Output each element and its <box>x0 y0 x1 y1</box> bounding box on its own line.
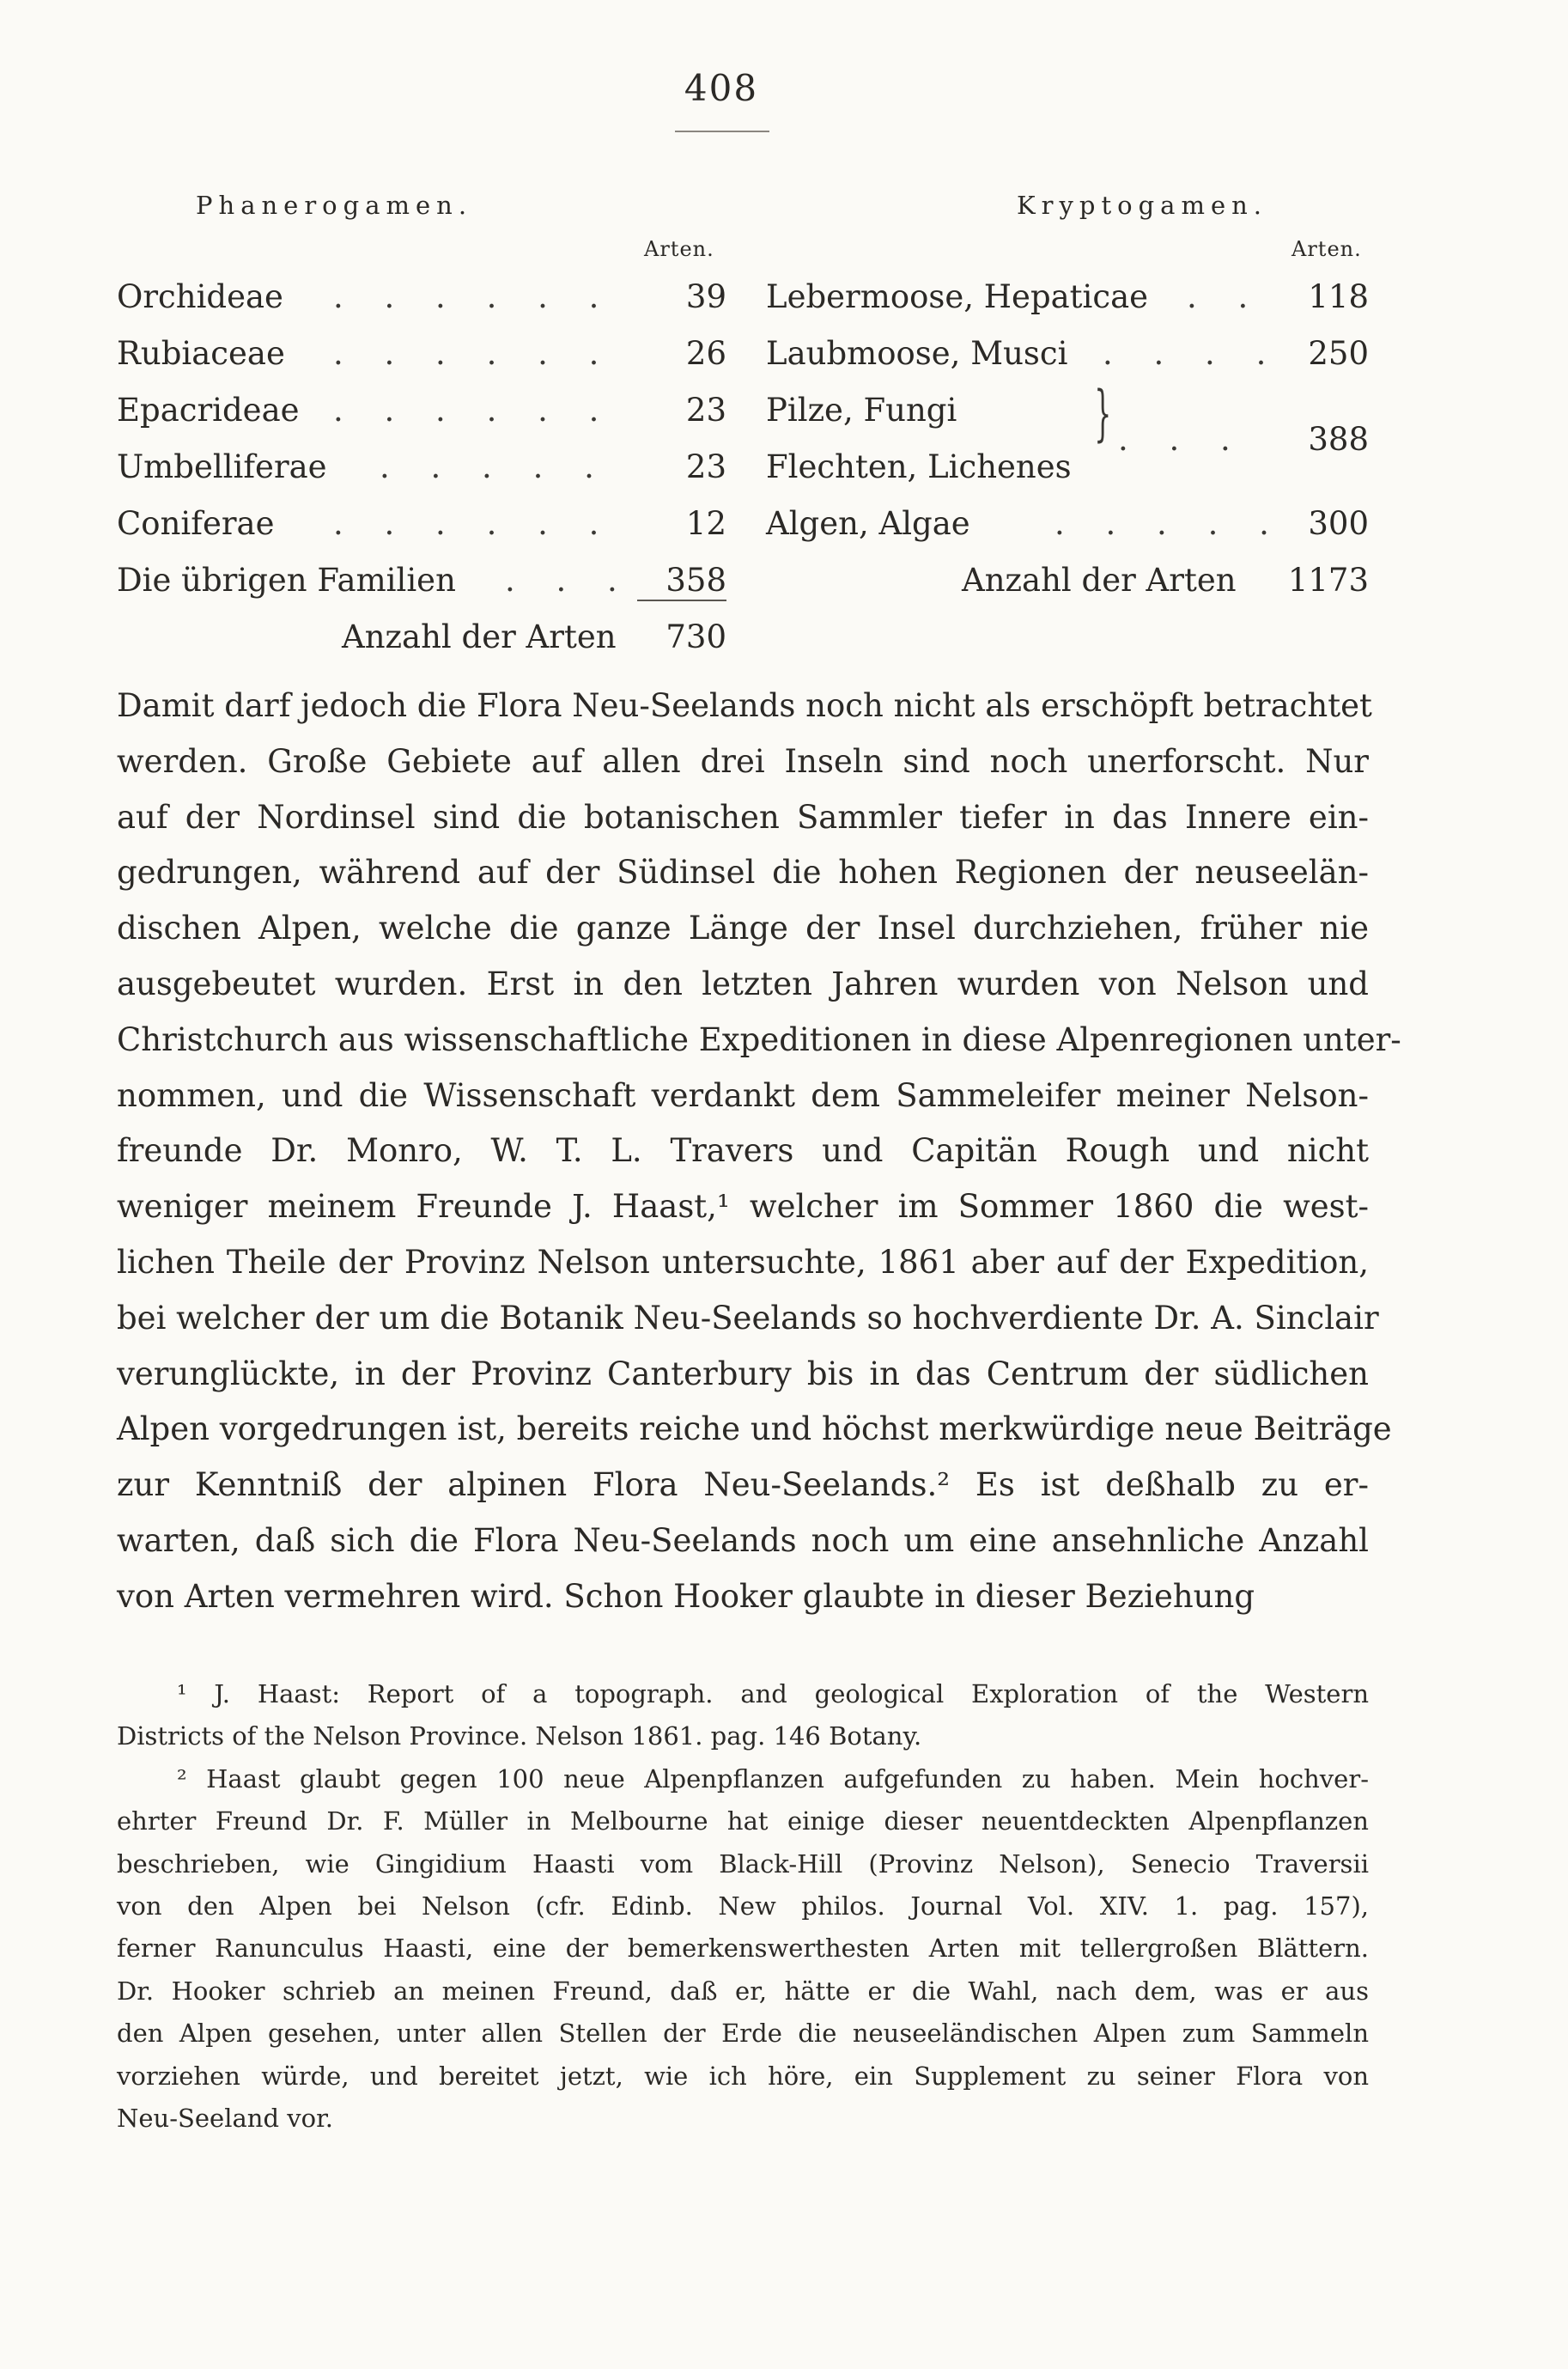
left-row <box>117 442 726 493</box>
footnote-2-line: ferner Ranunculus Haasti, eine der bemerkenswerthesten Arten mit tellergroßen Blättern. <box>117 1934 1369 1964</box>
left-row <box>117 271 726 323</box>
body-line: freunde Dr. Monro, W. T. L. Travers und Capitän Rough und nicht <box>117 1132 1369 1170</box>
right-row-name: Laubmoose, Musci <box>766 335 1068 372</box>
body-line: bei welcher der um die Botanik Neu-Seelands so hochverdiente Dr. A. Sinclair <box>117 1299 1379 1337</box>
left-arten-header: Arten. <box>644 237 714 261</box>
left-row-dots: . . . . . . <box>333 278 615 315</box>
right-row-dots: . . . . <box>1103 335 1282 372</box>
left-row-dots: . . . . . <box>380 448 610 485</box>
left-total-count: 730 <box>665 618 726 655</box>
left-total-label: Anzahl der Arten <box>342 618 617 655</box>
footnote-2-line: den Alpen gesehen, unter allen Stellen der Erde die neuseeländischen Alpen zum Sammeln <box>117 2019 1369 2049</box>
footnote-1-line: Districts of the Nelson Province. Nelson 1861. pag. 146 Botany. <box>117 1721 922 1751</box>
left-row-count: 358 <box>665 562 726 599</box>
right-row <box>766 498 1369 550</box>
right-row <box>766 328 1369 380</box>
body-line: Damit darf jedoch die Flora Neu-Seelands noch nicht als erschöpft betrachtet <box>117 687 1372 724</box>
body-line: dischen Alpen, welche die ganze Länge der Insel durchziehen, früher nie <box>117 910 1369 947</box>
kryptogamen-heading: Kryptogamen. <box>1017 191 1267 220</box>
footnote-2-line: ² Haast glaubt gegen 100 neue Alpenpflanzen aufgefunden zu haben. Mein hochver- <box>177 1763 1369 1793</box>
body-line: Alpen vorgedrungen ist, bereits reiche und höchst merkwürdige neue Beiträge <box>117 1410 1392 1448</box>
left-total-row <box>117 612 726 663</box>
right-total-row <box>766 555 1369 606</box>
right-brace-total <box>766 414 1369 466</box>
body-line: weniger meinem Freunde J. Haast,¹ welcher im Sommer 1860 die west- <box>117 1188 1369 1226</box>
body-line: nommen, und die Wissenschaft verdankt dem Sammeleifer meiner Nelson- <box>117 1076 1369 1114</box>
page-number-rule <box>675 131 769 132</box>
left-row-dots: . . . . . . <box>333 505 615 542</box>
brace-icon: } <box>1094 378 1112 448</box>
body-line: gedrungen, während auf der Südinsel die hohen Regionen der neuseelän- <box>117 854 1369 892</box>
left-row-dots: . . . <box>505 562 633 599</box>
left-sum-rule <box>637 600 726 601</box>
page-number: 408 <box>684 67 759 109</box>
footnote-2-line: von den Alpen bei Nelson (cfr. Edinb. New philos. Journal Vol. XIV. 1. pag. 157), <box>117 1891 1369 1921</box>
right-brace-count: 388 <box>1308 421 1369 458</box>
left-row-dots: . . . . . . <box>333 335 615 372</box>
footnote-2-line: Neu-Seeland vor. <box>117 2103 333 2133</box>
right-row-count: 118 <box>1308 278 1369 315</box>
body-paragraph <box>117 679 1401 1625</box>
right-total-count: 1173 <box>1287 562 1369 599</box>
body-line: werden. Große Gebiete auf allen drei Inseln sind noch unerforscht. Nur <box>117 742 1369 780</box>
footnotes <box>117 1673 1369 2140</box>
right-arten-header: Arten. <box>1291 237 1362 261</box>
left-row-dots: . . . . . . <box>333 392 615 429</box>
body-line: Christchurch aus wissenschaftliche Expeditionen in diese Alpenregionen unter- <box>117 1020 1401 1058</box>
footnote-2-line: beschrieben, wie Gingidium Haasti vom Black-Hill (Provinz Nelson), Senecio Traversii <box>117 1848 1369 1879</box>
left-row-name: Die übrigen Familien <box>117 562 456 599</box>
left-row-name: Orchideae <box>117 278 283 315</box>
phanerogamen-heading: Phanerogamen. <box>196 191 473 220</box>
body-line: lichen Theile der Provinz Nelson untersuchte, 1861 aber auf der Expedition, <box>117 1243 1369 1281</box>
left-row-name: Umbelliferae <box>117 448 327 485</box>
left-row-name: Epacrideae <box>117 392 300 429</box>
left-row <box>117 328 726 380</box>
body-line: warten, daß sich die Flora Neu-Seelands noch um eine ansehnliche Anzahl <box>117 1521 1369 1559</box>
right-row-name: Flechten, Lichenes <box>766 448 1072 485</box>
right-row-name: Lebermoose, Hepaticae <box>766 278 1149 315</box>
footnote-2-line: vorziehen würde, und bereitet jetzt, wie ich höre, ein Supplement zu seiner Flora von <box>117 2061 1369 2091</box>
left-row <box>117 498 726 550</box>
left-row-name: Coniferae <box>117 505 275 542</box>
left-row-name: Rubiaceae <box>117 335 285 372</box>
left-row <box>117 385 726 436</box>
left-row-count: 23 <box>685 448 726 485</box>
right-total-label: Anzahl der Arten <box>962 562 1237 599</box>
right-row-dots: . . <box>1187 278 1264 315</box>
left-row-count: 26 <box>685 335 726 372</box>
body-line: verunglückte, in der Provinz Canterbury bis in das Centrum der südlichen <box>117 1355 1369 1392</box>
footnote-2-line: ehrter Freund Dr. F. Müller in Melbourne hat einige dieser neuentdeckten Alpenpflanzen <box>117 1806 1369 1836</box>
left-row <box>117 555 726 606</box>
left-row-count: 12 <box>685 505 726 542</box>
body-line: zur Kenntniß der alpinen Flora Neu-Seelands.² Es ist deßhalb zu er- <box>117 1466 1369 1504</box>
left-row-count: 23 <box>685 392 726 429</box>
footnote-2-line: Dr. Hooker schrieb an meinen Freund, daß er, hätte er die Wahl, nach dem, was er aus <box>117 1976 1369 2006</box>
body-line: ausgebeutet wurden. Erst in den letzten Jahren wurden von Nelson und <box>117 965 1369 1002</box>
body-line: auf der Nordinsel sind die botanischen Sammler tiefer in das Innere ein- <box>117 798 1369 836</box>
left-row-count: 39 <box>685 278 726 315</box>
right-brace-dots: . . . <box>1118 421 1246 458</box>
right-row <box>766 271 1369 323</box>
right-row-name: Algen, Algae <box>766 505 970 542</box>
right-row-name: Pilze, Fungi <box>766 392 957 429</box>
right-row-count: 300 <box>1308 505 1369 542</box>
body-line: von Arten vermehren wird. Schon Hooker glaubte in dieser Beziehung <box>117 1577 1255 1615</box>
right-row-count: 250 <box>1308 335 1369 372</box>
footnote-1-line: ¹ J. Haast: Report of a topograph. and geological Exploration of the Western <box>177 1679 1369 1708</box>
right-row-dots: . . . . . <box>1054 505 1285 542</box>
